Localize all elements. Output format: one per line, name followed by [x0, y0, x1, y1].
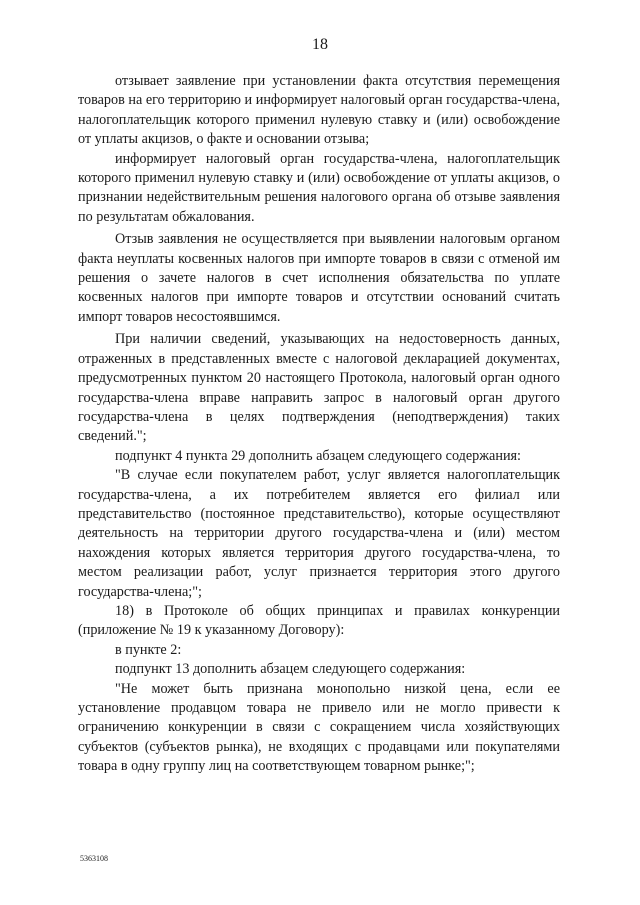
paragraph: "В случае если покупателем работ, услуг является налогоплательщик государства-члена, а их потребителем является его филиал или представительство (постоянное представительство), которые осуществляют деятельность на территории другого государства-члена и (или) местом нахождения которых является территория другого государства-члена, то местом реализации работ, услуг признается территория этого другого государства-члена;"; — [78, 467, 560, 600]
paragraph: При наличии сведений, указывающих на недостоверность данных, отраженных в представленных вместе с налоговой декларацией документах, предусмотренных пунктом 20 настоящего Протокола, налоговый орган одного государства-члена вправе направить запрос в налоговый орган другого государства-члена в целях подтверждения (неподтверждения) таких сведений."; — [78, 331, 560, 445]
page-number: 18 — [312, 36, 328, 53]
paragraph: отзывает заявление при установлении факта отсутствия перемещения товаров на его территорию и информирует налоговый орган государства-члена, налогоплательщик которого применил нулевую ставку и (или) освобождение от уплаты акцизов, о факте и основании отзыва; — [78, 73, 560, 148]
paragraph: Отзыв заявления не осуществляется при выявлении налоговым органом факта неуплаты косвенных налогов при импорте товаров в связи с отменой им решения о зачете налогов в счет исполнения обязательства по уплате косвенных налогов при импорте товаров и отсутствии оснований считать импорт товаров несостоявшимся. — [78, 231, 560, 325]
paragraph: информирует налоговый орган государства-члена, налогоплательщик которого применил нулевую ставку и (или) освобождение от уплаты акцизов, о признании недействительным решения налогового органа об отзыве заявления по результатам обжалования. — [78, 150, 560, 225]
document-code: 5363108 — [80, 854, 108, 863]
document-body — [78, 72, 560, 777]
paragraph: в пункте 2: — [115, 641, 182, 658]
paragraph: подпункт 4 пункта 29 дополнить абзацем следующего содержания: — [115, 447, 521, 464]
paragraph: подпункт 13 дополнить абзацем следующего содержания: — [115, 661, 466, 678]
paragraph: "Не может быть признана монопольно низкой цена, если ее установление продавцом товара не привело или не могло привести к ограничению конкуренции в связи с сокращением числа хозяйствующих субъектов (субъектов рынка), не входящих с продавцами или покупателями товара в одну группу лиц на соответствующем товарном рынке;"; — [78, 680, 560, 775]
paragraph: 18) в Протоколе об общих принципах и правилах конкуренции (приложение № 19 к указанному Договору): — [78, 602, 560, 639]
